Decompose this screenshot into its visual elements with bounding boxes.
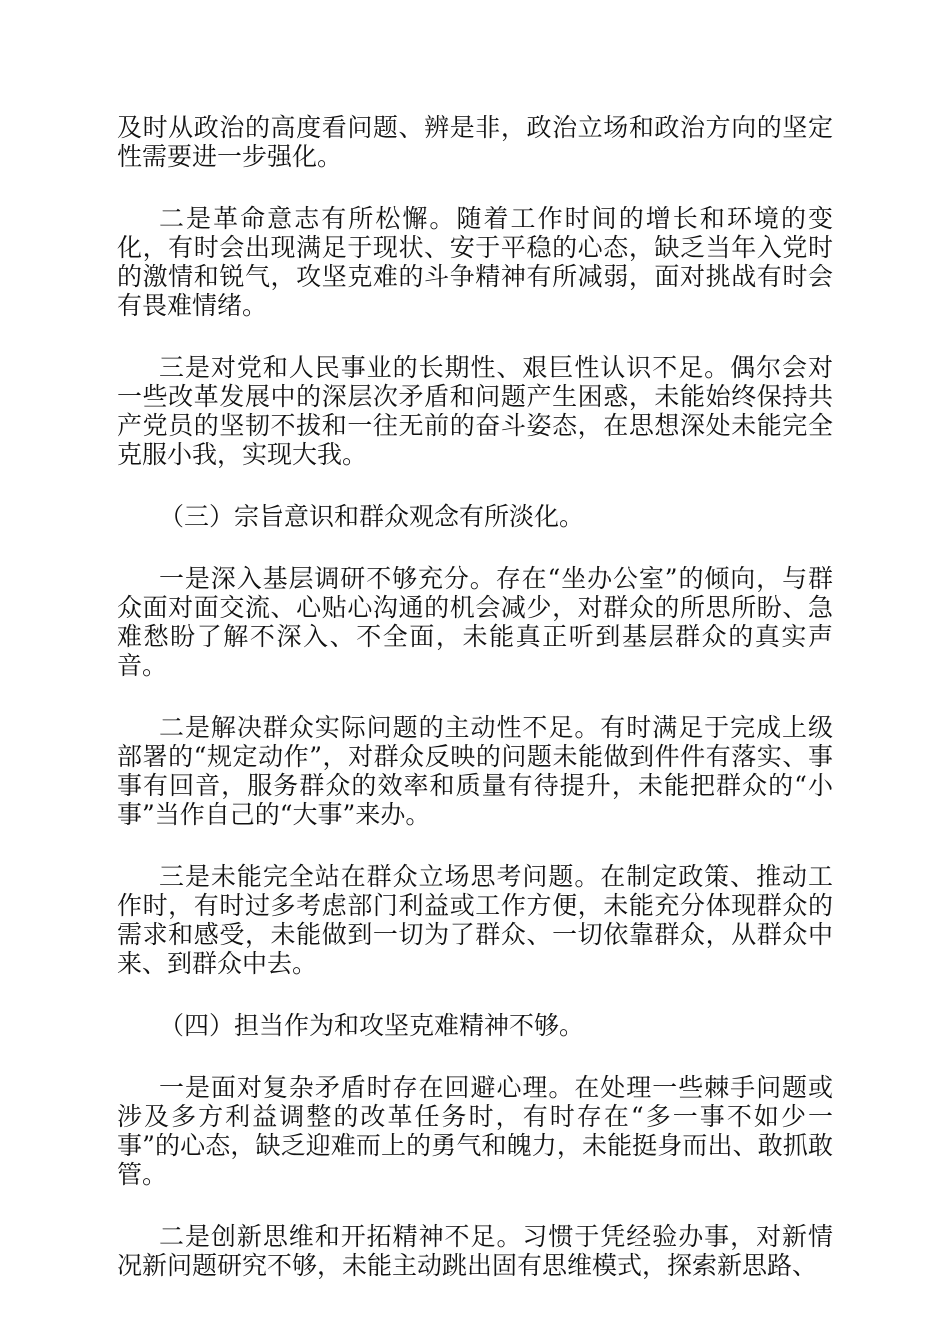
paragraph-long-term-understanding: 三是对党和人民事业的长期性、艰巨性认识不足。偶尔会对一些改革发展中的深层次矛盾和问题产生困惑，未能始终保持共产党员的坚韧不拔和一往无前的奋斗姿态，在思想深处未能完全克服小我，实现大我。 bbox=[117, 353, 833, 469]
paragraph-avoidance: 一是面对复杂矛盾时存在回避心理。在处理一些棘手问题或涉及多方利益调整的改革任务时，有时存在“多一事不如少一事”的心态，缺乏迎难而上的勇气和魄力，未能挺身而出、敢抓敢管。 bbox=[117, 1073, 833, 1189]
paragraph-innovation: 二是创新思维和开拓精神不足。习惯于凭经验办事，对新情况新问题研究不够，未能主动跳出固有思维模式，探索新思路、 bbox=[117, 1222, 833, 1280]
paragraph-mass-standpoint: 三是未能完全站在群众立场思考问题。在制定政策、推动工作时，有时过多考虑部门利益或工作方便，未能充分体现群众的需求和感受，未能做到一切为了群众、一切依靠群众，从群众中来、到群众中去。 bbox=[117, 862, 833, 978]
paragraph-revolutionary-will: 二是革命意志有所松懈。随着工作时间的增长和环境的变化，有时会出现满足于现状、安于平稳的心态，缺乏当年入党时的激情和锐气，攻坚克难的斗争精神有所减弱，面对挑战有时会有畏难情绪。 bbox=[117, 204, 833, 320]
section-heading-4: （四）担当作为和攻坚克难精神不够。 bbox=[159, 1011, 585, 1040]
paragraph-continuation: 及时从政治的高度看问题、辨是非，政治立场和政治方向的坚定性需要进一步强化。 bbox=[117, 113, 833, 171]
paragraph-solving-problems: 二是解决群众实际问题的主动性不足。有时满足于完成上级部署的“规定动作”，对群众反映的问题未能做到件件有落实、事事有回音，服务群众的效率和质量有待提升，未能把群众的“小事”当作自己的“大事”来办。 bbox=[117, 713, 833, 829]
paragraph-grassroots-research: 一是深入基层调研不够充分。存在“坐办公室”的倾向，与群众面对面交流、心贴心沟通的机会减少，对群众的所思所盼、急难愁盼了解不深入、不全面，未能真正听到基层群众的真实声音。 bbox=[117, 564, 833, 680]
document-page bbox=[117, 113, 833, 1313]
section-heading-3: （三）宗旨意识和群众观念有所淡化。 bbox=[159, 502, 585, 531]
